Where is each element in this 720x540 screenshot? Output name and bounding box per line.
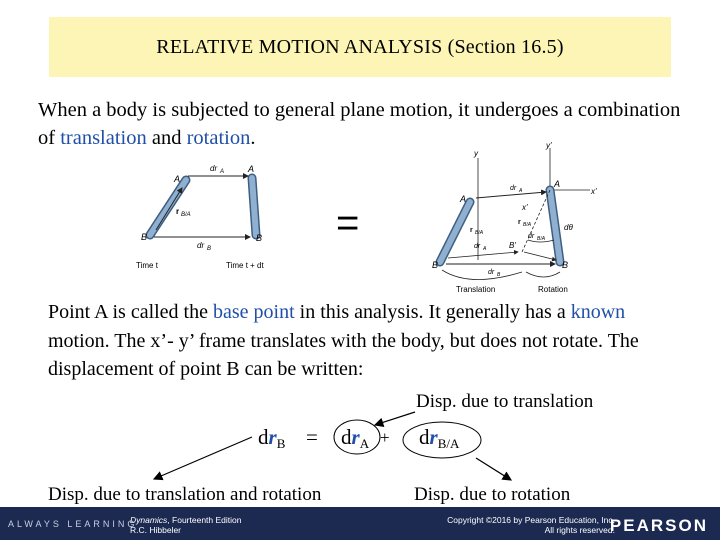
label-disp-translation: Disp. due to translation <box>416 391 594 412</box>
label-drA2: dr <box>474 243 481 250</box>
arrow-rotation <box>476 458 511 480</box>
label-A2: A <box>248 164 255 174</box>
term-base-point: base point <box>213 301 295 323</box>
intro-text: and <box>146 127 187 149</box>
eq-term-drA: $dr_A$ <box>341 425 370 451</box>
book-author: R.C. Hibbeler <box>130 525 182 535</box>
footer-tagline: ALWAYS LEARNING <box>8 519 138 529</box>
label-drA2-sub: A <box>483 246 487 252</box>
footer-copyright <box>447 515 615 535</box>
intro-text: When a body is subjected to general plane motion, it undergoes a combination of <box>38 99 681 149</box>
label-drB-sub: B <box>497 272 501 278</box>
label-drBA-sub: B/A <box>537 236 546 242</box>
term-translation: translation <box>60 127 147 149</box>
intro-text: . <box>250 127 256 149</box>
label-drBA: dr <box>528 233 535 240</box>
rights-line: All rights reserved. <box>544 525 615 535</box>
circle-drA <box>334 420 380 454</box>
label-xp: x' <box>591 187 597 196</box>
label-time-t: Time t <box>136 261 158 270</box>
term-known: known <box>570 301 626 323</box>
label-rBA2-sub: B/A <box>523 222 532 228</box>
arrow-translation-rotation <box>154 437 252 479</box>
label-rBA2: r <box>518 219 521 226</box>
label-rBA-sub: B/A <box>475 230 484 236</box>
label-drB: dr <box>197 241 205 250</box>
label-disp-translation-rotation: Disp. due to translation and rotation <box>48 484 322 505</box>
label-A: A <box>460 194 467 204</box>
footer-bar <box>0 507 720 540</box>
label-yp: y' <box>546 141 552 150</box>
label-B: B <box>432 260 439 270</box>
label-drB-sub: B <box>207 246 212 252</box>
label-y: y <box>474 149 478 158</box>
label-rotation: Rotation <box>538 285 568 294</box>
label-drA-sub: A <box>220 169 225 175</box>
arrow-translation <box>375 412 415 425</box>
eq-term-drB: $dr_B$ <box>258 425 286 451</box>
eq-term-drBA: $dr_{B/A}$ <box>419 425 460 451</box>
label-drB: dr <box>488 269 495 276</box>
copyright-line: Copyright ©2016 by Pearson Education, Inc. <box>447 515 615 525</box>
para-text: Point A is called the <box>48 301 213 323</box>
circle-drBA <box>403 422 481 458</box>
label-rBA: r <box>176 207 180 216</box>
eq-equals: = <box>306 425 318 449</box>
label-x2: x' <box>522 203 528 212</box>
label-time-tdt: Time t + dt <box>226 261 264 270</box>
label-drA: dr <box>510 185 517 192</box>
label-B2: B <box>256 233 263 243</box>
book-edition: , Fourteenth Edition <box>167 515 242 525</box>
label-drA: dr <box>210 164 218 173</box>
label-drA-sub: A <box>519 188 523 194</box>
term-rotation: rotation <box>186 127 251 149</box>
pearson-logo: PEARSON <box>609 516 708 535</box>
label-rBA: r <box>470 227 473 234</box>
eq-plus: + <box>380 428 390 447</box>
slide-title: RELATIVE MOTION ANALYSIS (Section 16.5) <box>156 35 564 58</box>
equals-sign: = <box>336 201 360 245</box>
label-rBA-sub: B/A <box>181 212 191 218</box>
label-B: B <box>141 232 148 242</box>
label-translation: Translation <box>456 285 496 294</box>
para-text: motion. The x’- y’ frame translates with the body, but does not rotate. The displacement of point B can be written: <box>48 329 639 380</box>
para-text: in this analysis. It generally has a <box>294 301 571 323</box>
label-A2: A <box>554 179 561 189</box>
label-dtheta: dθ <box>564 223 573 232</box>
label-B2: B <box>562 260 569 270</box>
label-Bp: B' <box>509 241 516 250</box>
label-disp-rotation: Disp. due to rotation <box>414 484 571 505</box>
footer-book <box>130 515 242 535</box>
label-A: A <box>174 174 181 184</box>
book-title: Dynamics <box>130 515 168 525</box>
